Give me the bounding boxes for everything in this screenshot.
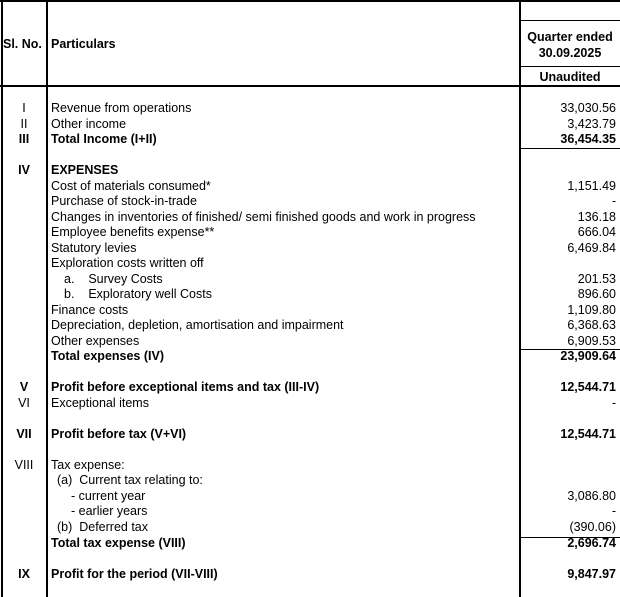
row-amount: 33,030.56 [560,101,616,115]
row-amount: 6,469.84 [567,241,616,255]
amount-header-mid-line [520,66,620,67]
row-amount: 136.18 [577,210,616,224]
header-particulars: Particulars [51,37,116,51]
table-row [0,101,620,116]
row-particular: Cost of materials consumed* [51,179,211,193]
row-amount: 201.53 [577,272,616,286]
table-row [0,318,620,333]
table-row [0,458,620,473]
table-row [0,132,620,147]
row-sl: IV [18,163,30,177]
row-sl: VI [18,396,30,410]
table-row [0,163,620,178]
row-amount: 23,909.64 [560,349,616,363]
row-sl: VII [16,427,32,441]
row-amount: 666.04 [577,225,616,239]
table-row [0,225,620,240]
row-amount: 1,151.49 [567,179,616,193]
row-amount: 12,544.71 [560,427,616,441]
row-particular: Tax expense: [51,458,125,472]
row-particular: - current year [71,489,146,503]
row-amount: 3,086.80 [567,489,616,503]
table-row [0,380,620,395]
row-amount: 2,696.74 [567,536,616,550]
header-bottom-border [0,85,620,87]
header-period-line2: 30.09.2025 [538,46,602,60]
row-particular: Changes in inventories of finished/ semi finished goods and work in progress [51,210,476,224]
row-particular: Other expenses [51,334,140,348]
row-amount: 6,909.53 [567,334,616,348]
table-row [0,210,620,225]
row-amount: 6,368.63 [567,318,616,332]
row-sl: I [22,101,26,115]
row-particular: - earlier years [71,504,148,518]
table-row [0,396,620,411]
row-amount: - [611,396,616,410]
row-sl: IX [18,567,30,581]
total-income-underline [520,148,620,149]
table-top-border [0,0,620,2]
table-row [0,303,620,318]
row-sl: II [20,117,28,131]
row-particular: Finance costs [51,303,129,317]
row-amount: (390.06) [569,520,616,534]
row-particular: Employee benefits expense** [51,225,215,239]
row-particular: Other income [51,117,127,131]
header-sl-no: Sl. No. [3,37,42,51]
row-particular: (a) Current tax relating to: [57,473,203,487]
row-particular: Statutory levies [51,241,137,255]
table-row [0,117,620,132]
row-particular: Exploration costs written off [51,256,204,270]
row-sl: V [19,380,29,394]
row-particular: Profit before exceptional items and tax (III-IV) [51,380,320,394]
table-row [0,536,620,551]
row-amount: 3,423.79 [567,117,616,131]
row-amount: 896.60 [577,287,616,301]
row-particular: b. Exploratory well Costs [64,287,212,301]
row-particular: a. Survey Costs [64,272,163,286]
row-particular: Profit for the period (VII-VIII) [51,567,218,581]
row-amount: - [611,504,616,518]
table-row [0,489,620,504]
row-particular: EXPENSES [51,163,119,177]
row-particular: Profit before tax (V+VI) [51,427,187,441]
table-row [0,427,620,442]
row-particular: Total tax expense (VIII) [51,536,186,550]
row-particular: Total expenses (IV) [51,349,164,363]
table-row [0,272,620,287]
table-row [0,334,620,349]
row-particular: Purchase of stock-in-trade [51,194,197,208]
table-row [0,567,620,582]
table-row [0,179,620,194]
row-amount: 36,454.35 [560,132,616,146]
header-period-line1: Quarter ended [527,30,613,44]
row-sl: VIII [14,458,34,472]
row-particular: Revenue from operations [51,101,192,115]
row-amount: 9,847.97 [567,567,616,581]
row-amount: - [611,194,616,208]
header-audit-status: Unaudited [539,70,601,84]
table-row [0,504,620,519]
table-row [0,194,620,209]
row-amount: 1,109.80 [567,303,616,317]
row-amount: 12,544.71 [560,380,616,394]
amount-header-top-line [520,20,620,21]
row-particular: Depreciation, depletion, amortisation and impairment [51,318,344,332]
row-particular: (b) Deferred tax [57,520,149,534]
table-row [0,520,620,535]
table-row [0,287,620,302]
row-sl: III [18,132,30,146]
row-particular: Total Income (I+II) [51,132,157,146]
table-row [0,473,620,488]
table-row [0,349,620,364]
table-row [0,256,620,271]
table-row [0,241,620,256]
row-particular: Exceptional items [51,396,149,410]
